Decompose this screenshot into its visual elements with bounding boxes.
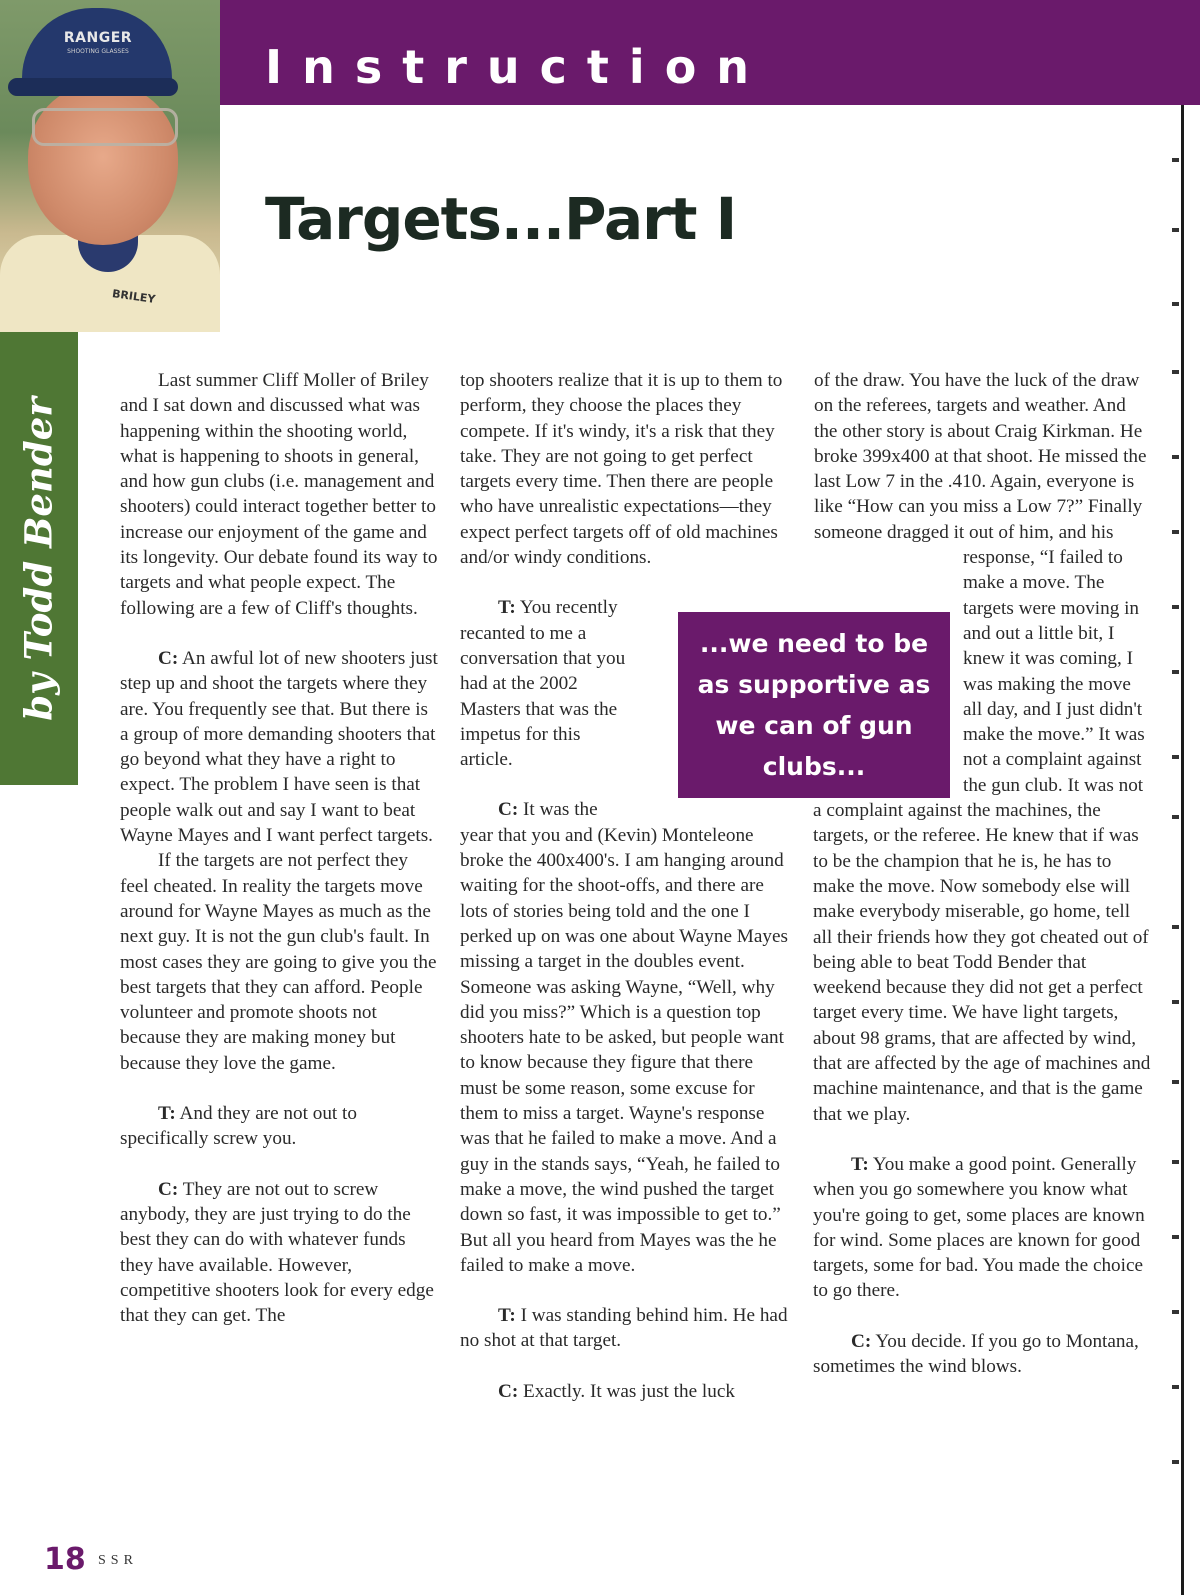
cap-logo-text: RANGER <box>63 30 133 46</box>
byline-text: by Todd Bender <box>17 396 61 721</box>
photo-cap-brim <box>8 78 178 96</box>
paragraph-text: An awful lot of new shooters just step up and shoot the targets where they are. You frequently see that. But there is a group of more demanding shooters that go beyond what they have a right to expect. The problem I have seen is that people walk out and say I want to beat Wayne Mayes and I want perfect targets. <box>120 647 438 847</box>
speaker-label: T: <box>498 597 516 619</box>
edge-tick <box>1172 1310 1179 1314</box>
edge-tick <box>1172 1000 1179 1004</box>
paragraph <box>120 1101 440 1152</box>
edge-tick <box>1172 815 1179 819</box>
edge-tick <box>1172 925 1179 929</box>
edge-tick <box>1172 302 1179 306</box>
edge-tick <box>1172 1235 1179 1239</box>
speaker-label: C: <box>851 1330 872 1352</box>
paragraph-text: You make a good point. Generally when you go somewhere you know what you're going to get, some places are known for wind. Some places are known for good targets, some for bad. You made the choice to go there. <box>813 1153 1145 1302</box>
speaker-label: T: <box>851 1153 869 1175</box>
page-number: 18 <box>44 1542 86 1577</box>
paragraph <box>120 646 440 848</box>
edge-tick <box>1172 158 1179 162</box>
paragraph-text: It was the year that you and (Kevin) Monteleone broke the 400x400's. I am hanging around waiting for the shoot-offs, and there are lots of stories being told and the one I perked up on was one about Wayne Mayes missing a target in the doubles event. Someone was asking Wayne, “Well, why did you miss?” Which is a question top shooters hate to be asked, but people want to know because they figure that there must be some reason, some excuse for them to miss a target. Wayne's response was that he failed to make a move. And a guy in the stands says, “Yeah, he failed to make a move, the wind pushed the target down so fast, it was impossible to get to.” But all you heard from Mayes was the he failed to make a move. <box>460 799 788 1276</box>
article-column-2 <box>460 368 795 1404</box>
paragraph <box>120 368 440 621</box>
shirt-logo-text: BRILEY <box>111 287 157 306</box>
paragraph-text: Exactly. It was just the luck <box>523 1380 735 1402</box>
speaker-label: T: <box>498 1305 516 1327</box>
speaker-label: C: <box>498 799 519 821</box>
paragraph-text: And they are not out to specifically screw you. <box>120 1103 357 1150</box>
paragraph-text: You recently recanted to me a conversation that you had at the 2002 Masters that was the impetus for this article. <box>460 597 626 771</box>
paragraph <box>460 1303 795 1354</box>
article-column-3 <box>813 368 1153 1379</box>
paragraph <box>460 368 795 570</box>
paragraph-text: I was standing behind him. He had no shot at that target. <box>460 1305 788 1352</box>
edge-tick <box>1172 1080 1179 1084</box>
article-column-1 <box>120 368 440 1328</box>
article-title: Targets...Part I <box>265 185 737 253</box>
edge-tick <box>1172 670 1179 674</box>
edge-tick <box>1172 370 1179 374</box>
paragraph <box>813 1329 1153 1380</box>
photo-glasses <box>32 108 178 146</box>
edge-tick <box>1172 1460 1179 1464</box>
speaker-label: C: <box>158 1178 179 1200</box>
page-edge-rule <box>1181 105 1184 1595</box>
section-label: Instruction <box>265 40 770 94</box>
paragraph <box>460 797 795 1278</box>
speaker-label: C: <box>158 647 179 669</box>
edge-tick <box>1172 1385 1179 1389</box>
paragraph-text: of the draw. You have the luck of the draw on the referees, targets and weather. And the other story is about Craig Kirkman. He broke 399x400 at that shoot. He missed the last Low 7 in the .410. Again, everyone is like “How can you miss a Low 7?” Finally someone dragged it out of him, and his response, “I failed to make a move. The targets were moving in and out a little bit, I knew it was coming, I was making the move all day, and I just didn't make the move.” It was not a complaint against the gun club. It was not a complaint against the machines, the targets, or the referee. He knew that if was to be the champion that he is, he has to make the move. Now somebody else will make everybody miserable, go home, tell all their friends how they got cheated out of being able to beat Todd Bender that weekend because they did not get a perfect target every time. We have light targets, about 98 grams, that are affected by wind, that are affected by the age of machines and machine maintenance, and that is the game that we play. <box>813 370 1151 1125</box>
pull-quote-text: ...we need to be as supportive as we can of gun clubs... <box>697 629 931 781</box>
paragraph-text: You decide. If you go to Montana, sometimes the wind blows. <box>813 1330 1139 1377</box>
paragraph-text: They are not out to screw anybody, they are just trying to do the best they can do with whatever funds they have available. However, competitive shooters look for every edge that they can get. The <box>120 1178 434 1327</box>
paragraph <box>460 1379 795 1404</box>
paragraph-text: If the targets are not perfect they feel cheated. In reality the targets move around for Wayne Mayes as much as the next guy. It is not the gun club's fault. In most cases they are going to give you the best targets that they can afford. People volunteer and promote shoots not because they are making money but because they love the game. <box>120 850 437 1074</box>
edge-tick <box>1172 1160 1179 1164</box>
author-photo <box>0 0 220 332</box>
paragraph-text: top shooters realize that it is up to them to perform, they choose the places they compete. If it's windy, it's a risk that they take. They are not going to get perfect targets every time. Then there are people who have unrealistic expectations—they expect perfect targets off of old machines and/or windy conditions. <box>460 370 783 569</box>
paragraph-text: Last summer Cliff Moller of Briley and I sat down and discussed what was happening within the shooting world, what is happening to shoots in general, and how gun clubs (i.e. management and shooters) could interact together better to increase our enjoyment of the game and its longevity. Our debate found its way to targets and what people expect. The following are a few of Cliff's thoughts. <box>120 370 438 619</box>
byline <box>0 332 78 785</box>
paragraph <box>813 1152 1153 1304</box>
edge-tick <box>1172 228 1179 232</box>
edge-tick <box>1172 605 1179 609</box>
edge-tick <box>1172 755 1179 759</box>
edge-tick <box>1172 455 1179 459</box>
paragraph <box>120 1177 440 1329</box>
edge-tick <box>1172 530 1179 534</box>
speaker-label: C: <box>498 1380 519 1402</box>
speaker-label: T: <box>158 1103 176 1125</box>
paragraph <box>120 848 440 1076</box>
cap-logo-subtext: SHOOTING GLASSES <box>67 48 129 55</box>
publication-name: SSR <box>98 1553 138 1568</box>
pull-quote <box>678 612 950 798</box>
